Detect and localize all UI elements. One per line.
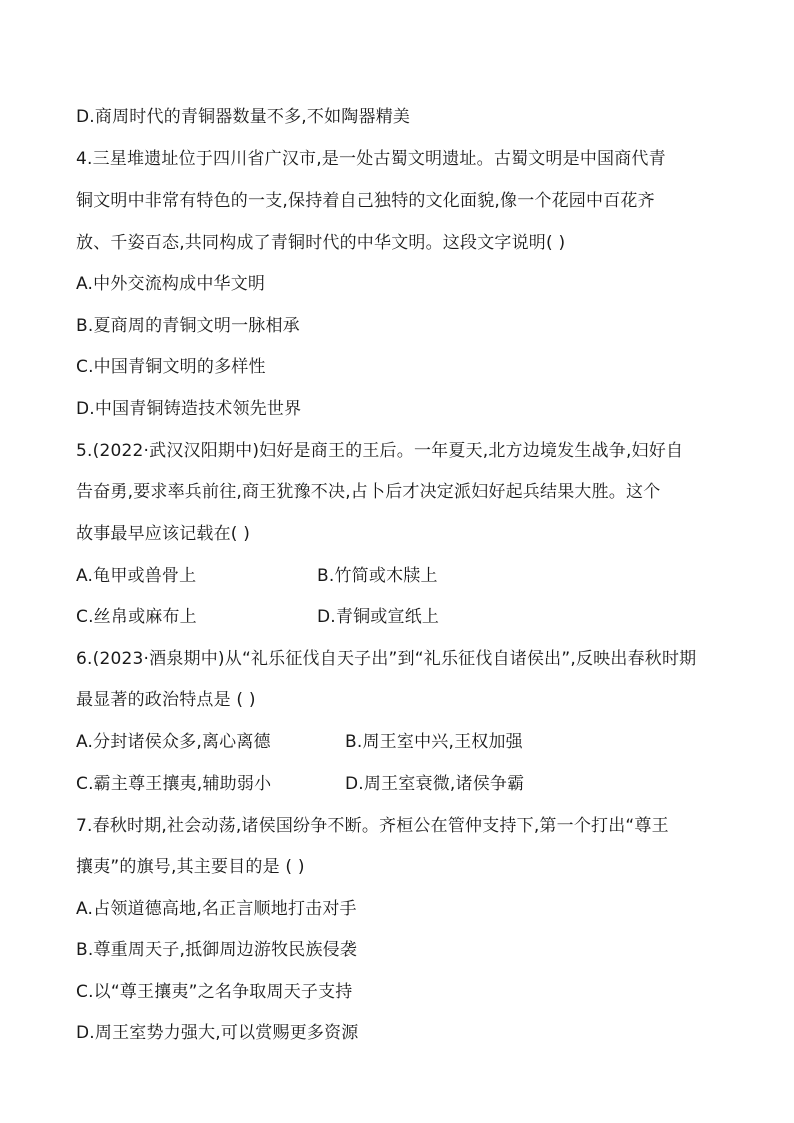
q7-stem-line-2: 攘夷”的旗号,其主要目的是 ( ) xyxy=(76,857,305,877)
q7-option-b: B.尊重周天子,抵御周边游牧民族侵袭 xyxy=(76,940,358,960)
q5-stem-line-3: 故事最早应该记载在( ) xyxy=(76,524,251,544)
q4-option-c: C.中国青铜文明的多样性 xyxy=(76,357,266,377)
q7-option-c: C.以“尊王攘夷”之名争取周天子支持 xyxy=(76,982,353,1002)
q6-stem-line-1: 6.(2023·酒泉期中)从“礼乐征伐自天子出”到“礼乐征伐自诸侯出”,反映出春秋时期 xyxy=(76,649,697,669)
q6-stem-line-2: 最显著的政治特点是 ( ) xyxy=(76,690,256,710)
q5-option-b: B.竹简或木牍上 xyxy=(317,566,438,586)
q4-stem-line-2: 铜文明中非常有特色的一支,保持着自己独特的文化面貌,像一个花园中百花齐 xyxy=(76,191,655,211)
q4-stem-line-1: 4.三星堆遗址位于四川省广汉市,是一处古蜀文明遗址。古蜀文明是中国商代青 xyxy=(76,149,666,169)
q3-option-d: D.商周时代的青铜器数量不多,不如陶器精美 xyxy=(76,107,411,127)
q5-option-a: A.龟甲或兽骨上 xyxy=(76,566,197,586)
q4-stem-line-3: 放、千姿百态,共同构成了青铜时代的中华文明。这段文字说明( ) xyxy=(76,233,566,253)
q6-option-d: D.周王室衰微,诸侯争霸 xyxy=(345,774,525,794)
q4-option-b: B.夏商周的青铜文明一脉相承 xyxy=(76,316,300,336)
q7-option-a: A.占领道德高地,名正言顺地打击对手 xyxy=(76,899,357,919)
q5-stem-line-2: 告奋勇,要求率兵前往,商王犹豫不决,占卜后才决定派妇好起兵结果大胜。这个 xyxy=(76,482,661,502)
q6-option-b: B.周王室中兴,王权加强 xyxy=(345,732,523,752)
q5-option-d: D.青铜或宣纸上 xyxy=(317,607,440,627)
q7-stem-line-1: 7.春秋时期,社会动荡,诸侯国纷争不断。齐桓公在管仲支持下,第一个打出“尊王 xyxy=(76,816,669,836)
q4-option-d: D.中国青铜铸造技术领先世界 xyxy=(76,399,302,419)
q4-option-a: A.中外交流构成中华文明 xyxy=(76,274,266,294)
q6-option-c: C.霸主尊王攘夷,辅助弱小 xyxy=(76,774,272,794)
q6-option-a: A.分封诸侯众多,离心离德 xyxy=(76,732,271,752)
q5-option-c: C.丝帛或麻布上 xyxy=(76,607,197,627)
q5-stem-line-1: 5.(2022·武汉汉阳期中)妇好是商王的王后。一年夏天,北方边境发生战争,妇好自 xyxy=(76,441,684,461)
q7-option-d: D.周王室势力强大,可以赏赐更多资源 xyxy=(76,1023,359,1043)
